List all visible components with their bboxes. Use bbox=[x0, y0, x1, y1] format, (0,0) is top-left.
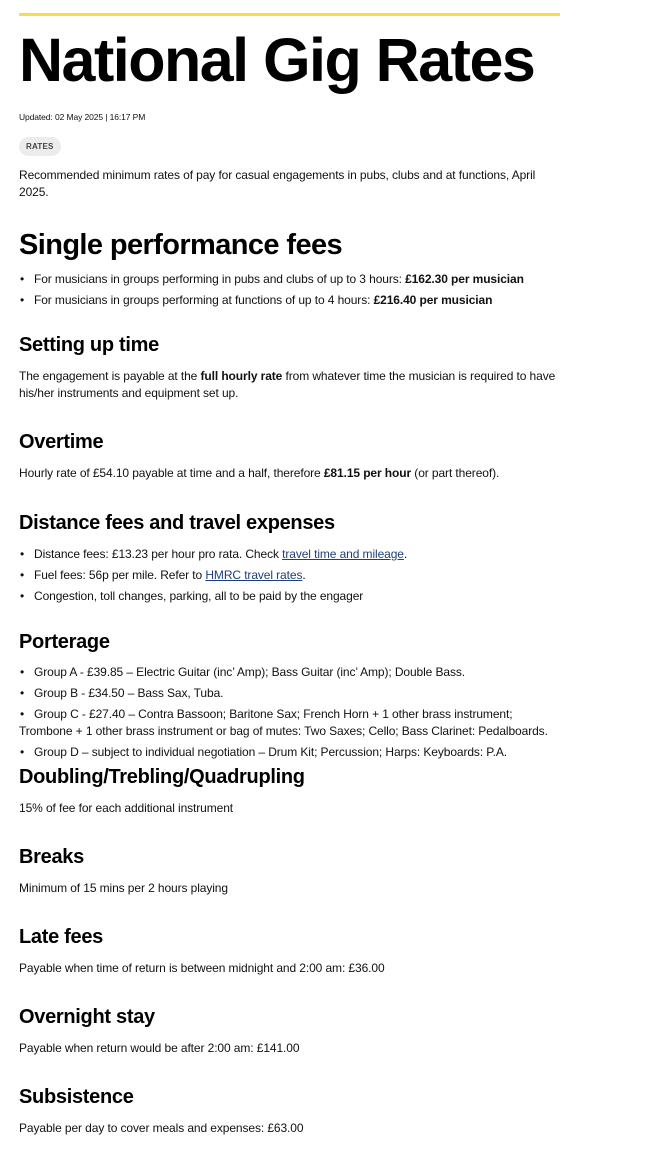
category-tag[interactable]: RATES bbox=[19, 137, 61, 156]
subsistence-text: Payable per day to cover meals and expenses: £63.00 bbox=[19, 1121, 304, 1135]
heading-overnight: Overnight stay bbox=[19, 1006, 155, 1028]
bullet-icon: • bbox=[20, 547, 25, 561]
accent-rule bbox=[19, 13, 560, 16]
article bbox=[19, 0, 560, 1137]
heading-breaks: Breaks bbox=[19, 846, 84, 868]
bullet-icon: • bbox=[20, 589, 25, 603]
porterage-list bbox=[19, 664, 560, 761]
page-title: National Gig Rates bbox=[19, 26, 535, 94]
heading-subsistence: Subsistence bbox=[19, 1086, 134, 1108]
list-item: • Fuel fees: 56p per mile. Refer to HMRC travel rates. bbox=[20, 568, 306, 582]
bullet-icon: • bbox=[20, 568, 25, 582]
bullet-icon: • bbox=[20, 272, 25, 286]
single-performance-list bbox=[19, 271, 560, 309]
heading-late-fees: Late fees bbox=[19, 926, 104, 948]
distance-list bbox=[19, 546, 560, 605]
heading-porterage: Porterage bbox=[19, 631, 110, 653]
heading-setting-up: Setting up time bbox=[19, 334, 159, 356]
hmrc-travel-rates-link[interactable]: HMRC travel rates bbox=[205, 568, 303, 582]
overnight-text: Payable when return would be after 2:00 am: £141.00 bbox=[19, 1041, 300, 1055]
heading-distance: Distance fees and travel expenses bbox=[19, 512, 335, 534]
list-item: • For musicians in groups performing in pubs and clubs of up to 3 hours: £162.30 per musician bbox=[20, 272, 524, 286]
setting-up-text: The engagement is payable at the full hourly rate from whatever time the musician is required to have his/her instruments and equipment set up. bbox=[19, 369, 556, 400]
list-item: • For musicians in groups performing at functions of up to 4 hours: £216.40 per musician bbox=[20, 293, 493, 307]
bullet-icon: • bbox=[20, 745, 25, 759]
list-item: • Group C - £27.40 – Contra Bassoon; Baritone Sax; French Horn + 1 other brass instrument; Trombone + 1 other brass instrument or bag of mutes: Two Saxes; Cello; Bass Clarinet: Pedalboards. bbox=[19, 707, 548, 738]
bullet-icon: • bbox=[20, 293, 25, 307]
list-item: • Distance fees: £13.23 per hour pro rata. Check travel time and mileage. bbox=[20, 547, 408, 561]
list-item: • Group A - £39.85 – Electric Guitar (inc’ Amp); Bass Guitar (inc’ Amp); Double Bass. bbox=[20, 665, 465, 679]
heading-doubling: Doubling/Trebling/Quadrupling bbox=[19, 766, 305, 788]
fee-amount: £162.30 per musician bbox=[405, 272, 524, 286]
breaks-text: Minimum of 15 mins per 2 hours playing bbox=[19, 881, 228, 895]
fee-amount: £216.40 per musician bbox=[373, 293, 493, 307]
intro-text: Recommended minimum rates of pay for casual engagements in pubs, clubs and at functions, April 2025. bbox=[19, 168, 536, 199]
travel-time-mileage-link[interactable]: travel time and mileage bbox=[282, 547, 404, 561]
list-item: • Group D – subject to individual negotiation – Drum Kit; Percussion; Harps: Keyboards: P.A. bbox=[20, 745, 508, 759]
heading-single-performance: Single performance fees bbox=[19, 229, 343, 261]
bullet-icon: • bbox=[20, 665, 25, 679]
bullet-icon: • bbox=[20, 707, 25, 721]
late-fees-text: Payable when time of return is between midnight and 2:00 am: £36.00 bbox=[19, 961, 385, 975]
updated-timestamp: Updated: 02 May 2025 | 16:17 PM bbox=[19, 112, 146, 122]
list-item: • Congestion, toll changes, parking, all to be paid by the engager bbox=[20, 589, 364, 603]
list-item: • Group B - £34.50 – Bass Sax, Tuba. bbox=[20, 686, 224, 700]
overtime-text: Hourly rate of £54.10 payable at time and a half, therefore £81.15 per hour (or part thereof). bbox=[19, 466, 500, 480]
bullet-icon: • bbox=[20, 686, 25, 700]
doubling-text: 15% of fee for each additional instrument bbox=[19, 801, 234, 815]
heading-overtime: Overtime bbox=[19, 431, 104, 453]
